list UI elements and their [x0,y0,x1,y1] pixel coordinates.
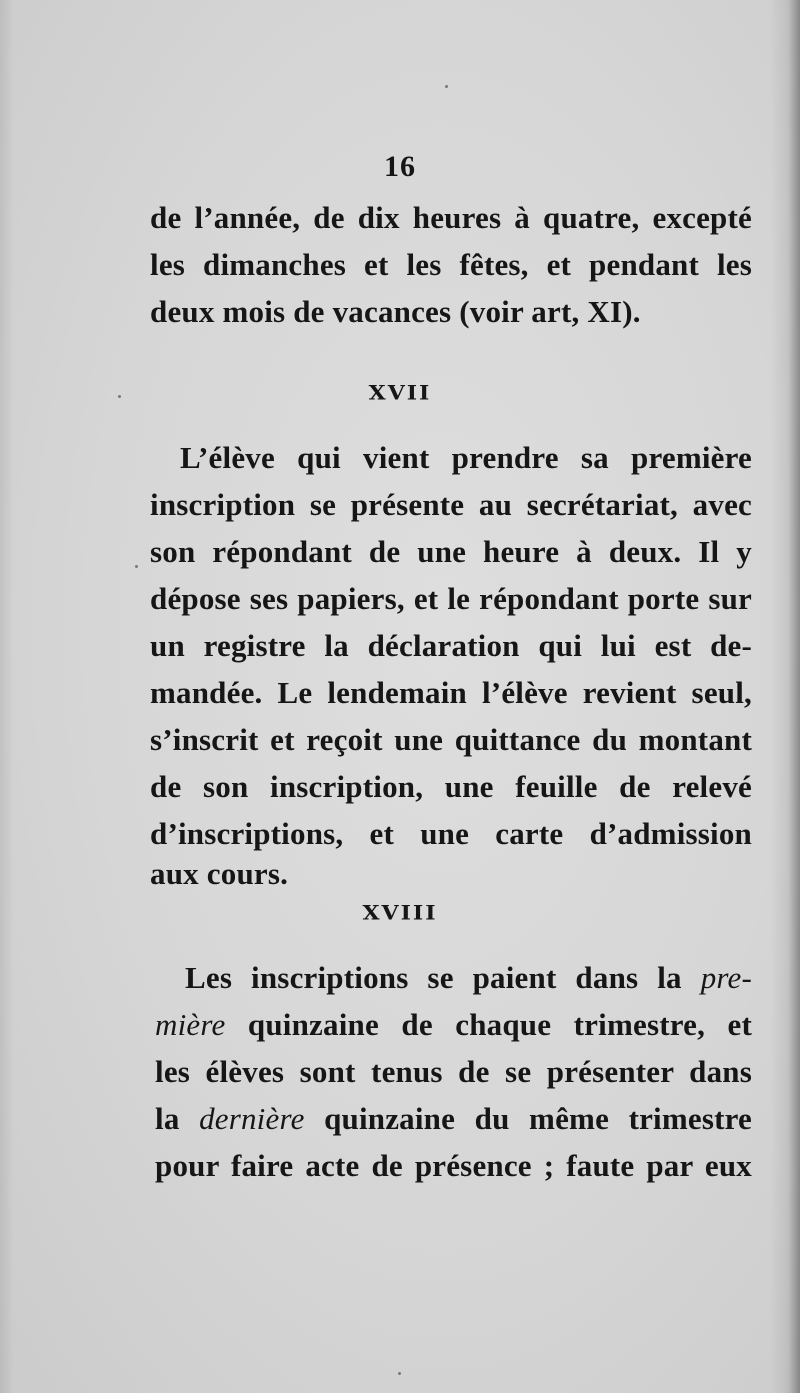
text-line: les dimanches et les fêtes, et pendant les [150,247,752,282]
text-run: Les inscriptions se paient dans la [185,960,701,995]
paper-speck [445,85,448,88]
italic-text: dernière [199,1101,305,1136]
text-line: les élèves sont tenus de se présenter dans [155,1054,752,1089]
page-left-shadow [0,0,14,1393]
text-line: d’inscriptions, et une carte d’admission [150,816,752,851]
italic-text: pre- [700,960,752,995]
page-number: 16 [384,150,416,183]
text-run: quinzaine du même trimestre [304,1101,752,1136]
text-line [185,960,752,996]
text-line: de son inscription, une feuille de relevé [150,769,752,804]
text-line: aux cours. [150,856,289,891]
paper-speck [398,1372,401,1375]
text-line: L’élève qui vient prendre sa première [180,440,752,475]
text-line [155,1007,752,1043]
paper-speck [135,565,138,568]
text-run: la [155,1101,200,1136]
text-line: inscription se présente au secrétariat, avec [150,487,752,522]
text-line: mandée. Le lendemain l’élève revient seul, [150,675,752,710]
italic-text: mière [155,1007,226,1042]
text-line [155,1101,752,1137]
text-line: un registre la déclaration qui lui est de- [150,628,752,663]
section-heading-xviii: XVIII [362,901,438,925]
text-line: s’inscrit et reçoit une quittance du montant [150,722,752,757]
section-heading-xvii: XVII [368,381,432,405]
text-line: pour faire acte de présence ; faute par eux [155,1148,752,1183]
text-line: son répondant de une heure à deux. Il y [150,534,752,569]
text-run: quinzaine de chaque trimestre, et [225,1007,752,1042]
page-right-shadow [770,0,800,1393]
text-line: de l’année, de dix heures à quatre, excepté [150,200,752,235]
text-line: deux mois de vacances (voir art, XI). [150,294,641,329]
text-line: dépose ses papiers, et le répondant porte sur [150,581,752,616]
